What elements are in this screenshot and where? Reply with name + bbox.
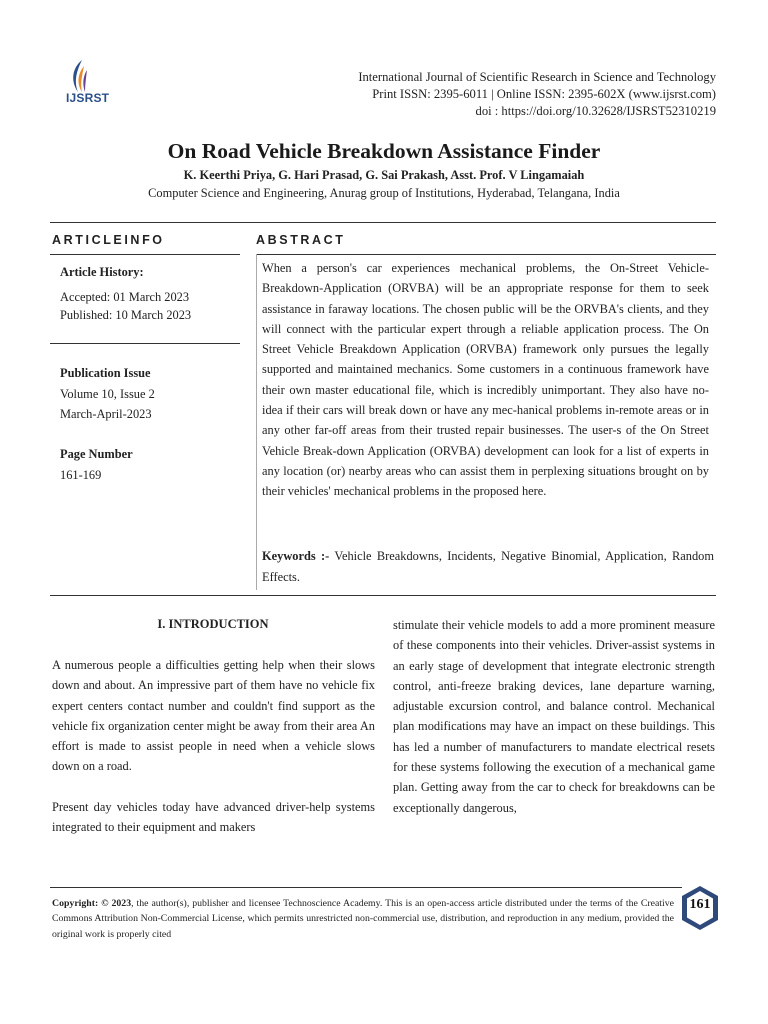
page-number-label: Page Number [60, 447, 133, 461]
paper-title: On Road Vehicle Breakdown Assistance Finder [167, 139, 601, 163]
journal-name: International Journal of Scientific Research in Science and Technology [358, 70, 716, 84]
abstract-border [256, 254, 257, 590]
intro-paragraph-2: Present day vehicles today have advanced driver-help systems integrated to their equipment and makers [52, 799, 375, 835]
journal-doi[interactable]: doi : https://doi.org/10.32628/IJSRST52310219 [475, 104, 716, 118]
keywords [262, 546, 714, 587]
journal-info [358, 69, 716, 120]
accepted-date: Accepted: 01 March 2023 [60, 290, 190, 304]
divider-info-top [50, 254, 240, 255]
intro-paragraph-1: A numerous people a difficulties getting help when their slows down and about. An impressive part of them have no vehicle fix expert centers contact number and couldn't find support as the vehicle fix organization center might be away from their area An effort is made to assist people in need when a vehicle slows down on a road. [52, 658, 375, 774]
issue-period: March-April-2023 [60, 407, 152, 421]
paper-authors: K. Keerthi Priya, G. Hari Prasad, G. Sai Prakash, Asst. Prof. V Lingamaiah [183, 168, 585, 182]
abstract-text: When a person's car experiences mechanical problems, the On-Street Vehicle-Breakdown-Application (ORVBA) will be an appropriate response for them to seek assistance in faraway locations. The chosen public will be the ORVBA's clients, and they will connect with the particular expert through a reliable application process. The On Street Vehicle Breakdown Application (ORVBA) framework only pursues the legally supported and maintained mechanics. Some customers in a continuous framework have their own master educational file, which is incredibly unimportant. They also have no-idea if their cars will break down or have any mec-hanical problems in-remote areas or in any other far-off areas from their trusted repair businesses. The user-s of the On Street Vehicle Break-down Application (ORVBA) development can look for a list of experts in any location (or) nearby areas who can assist them in perplexing situations brought on by their vehicles' mechanical problems in the proposed here. [262, 261, 709, 499]
publication-issue-label: Publication Issue [60, 366, 151, 380]
body-left-column [52, 655, 375, 837]
page-number: 161 [689, 897, 711, 912]
divider-body [50, 595, 716, 596]
copyright-text: , the author(s), publisher and licensee Technoscience Academy. This is an open-access article distributed under the terms of the Creative Commons Attribution Non-Commercial License, which permits unrestricted non-commercial use, distribution, and reproduction in any medium, provided the original work is properly cited [52, 898, 674, 940]
copyright-footer [52, 896, 674, 942]
article-history-label: Article History: [60, 265, 144, 279]
abstract-heading: ABSTRACT [256, 233, 346, 247]
introduction-heading: I. INTRODUCTION [157, 617, 269, 631]
copyright-label: Copyright: © 2023 [52, 898, 132, 909]
volume-issue: Volume 10, Issue 2 [60, 387, 155, 401]
divider-top [50, 222, 716, 223]
divider-abstract-top [256, 254, 716, 255]
keywords-label: Keywords :- [262, 549, 330, 563]
page-range: 161-169 [60, 468, 102, 482]
intro-paragraph-3: stimulate their vehicle models to add a more prominent measure of these components into their vehicles. Driver-assist systems in an early stage of development that integrate electronic strength control, anti-freeze braking devices, lane departure warning, adjustable excursion control, and balance control. Mechanical plan modifications may have an impact on these buildings. This has led a number of manufacturers to mandate electrical resets for these systems following the execution of a mechanical game plan. Getting away from the car to check for breakdowns can be exceptionally dangerous, [393, 618, 715, 815]
paper-affiliation: Computer Science and Engineering, Anurag group of Institutions, Hyderabad, Telangana, India [148, 186, 620, 200]
article-info-heading: ARTICLEINFO [52, 233, 165, 247]
keywords-list: Vehicle Breakdowns, Incidents, Negative Binomial, Application, Random Effects. [262, 549, 714, 584]
journal-issn: Print ISSN: 2395-6011 | Online ISSN: 2395-602X (www.ijsrst.com) [372, 87, 716, 101]
footer-divider [50, 887, 682, 888]
divider-info-mid [50, 343, 240, 344]
logo-text: IJSRST [66, 91, 110, 105]
body-right-column [393, 615, 715, 818]
published-date: Published: 10 March 2023 [60, 308, 192, 322]
